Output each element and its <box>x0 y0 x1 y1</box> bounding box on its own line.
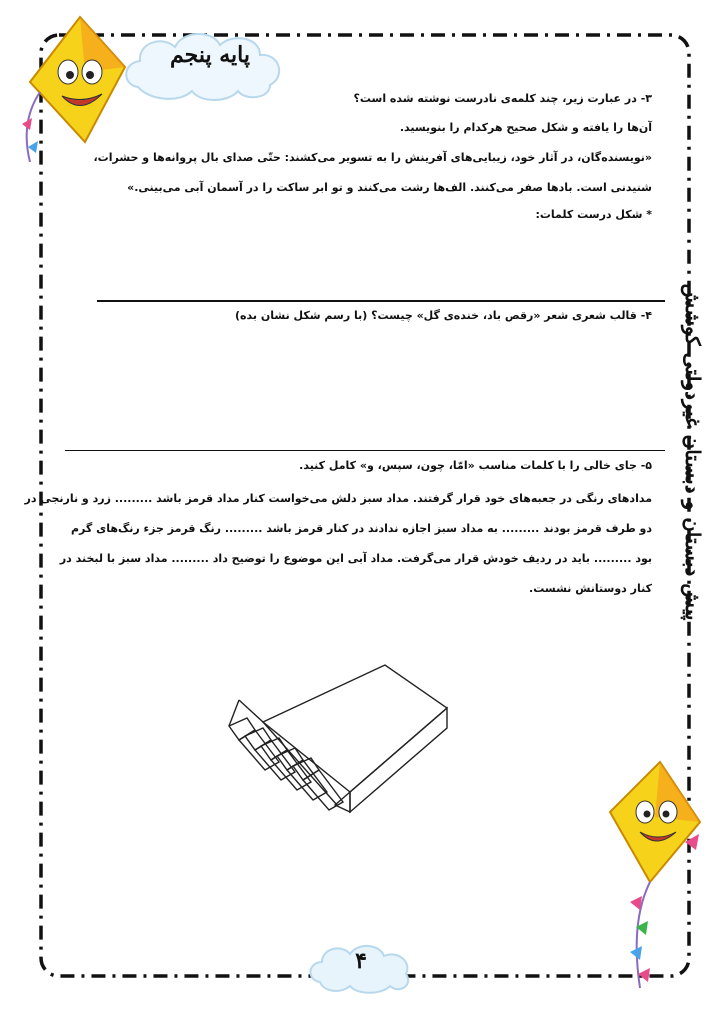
q5-line2: دو طرف قرمز بودند ......... به مداد سبز اجازه ندادند در کنار قرمز باشد ......... رنگ قرمز جزء رنگ‌های گرم <box>70 522 652 535</box>
divider-line <box>97 300 665 302</box>
q5-line1: مدادهای رنگی در جعبه‌های خود قرار گرفتند. مداد سبز دلش می‌خواست کنار مداد قرمز باشد ......... زرد و نارنجی در <box>24 492 652 505</box>
kite-mascot-icon <box>10 12 130 162</box>
page-number: ۴ <box>355 948 367 974</box>
q3-instruction: آن‌ها را یافته و شکل صحیح هرکدام را بنویسید. <box>399 121 652 134</box>
side-text-container <box>668 265 718 645</box>
school-name-vertical: پیش دبستان و دبستان غیردولتی کوشش <box>681 283 705 621</box>
pencil-box-illustration <box>225 660 465 830</box>
q4-title: ۴- قالب شعری شعر «رقص باد، خنده‌ی گل» چیست؟ (با رسم شکل نشان بده) <box>235 309 652 322</box>
q5-title: ۵- جای خالی را با کلمات مناسب «امّا، چون، سپس، و» کامل کنید. <box>299 459 652 472</box>
q3-title: ۳- در عبارت زیر، چند کلمه‌ی نادرست نوشته شده است؟ <box>353 92 652 105</box>
q3-passage-line1: «نویسنده‌گان، در آثار خود، زیبایی‌های آفرینش را به تسویر می‌کشند: حتّی صدای بال پروانه‌ها و حشرات، <box>93 151 652 164</box>
q3-answer-label: * شکل درست کلمات: <box>535 208 652 221</box>
grade-title: پایه پنجم <box>169 42 250 68</box>
divider-line <box>65 450 665 451</box>
q3-passage-line2: شنیدنی است. بادها صفر می‌کنند. الف‌ها رشت می‌کنند و تو ابر ساکت را در آسمان آبی می‌بینی.» <box>127 181 652 194</box>
q5-line3: بود ......... باید در ردیف خودش قرار می‌گرفت. مداد آبی این موضوع را توضیح داد ......... مداد سبز با لبخند در <box>59 552 652 565</box>
q5-line4: کنار دوستانش نشست. <box>529 582 652 595</box>
kite-mascot-icon <box>600 752 710 992</box>
